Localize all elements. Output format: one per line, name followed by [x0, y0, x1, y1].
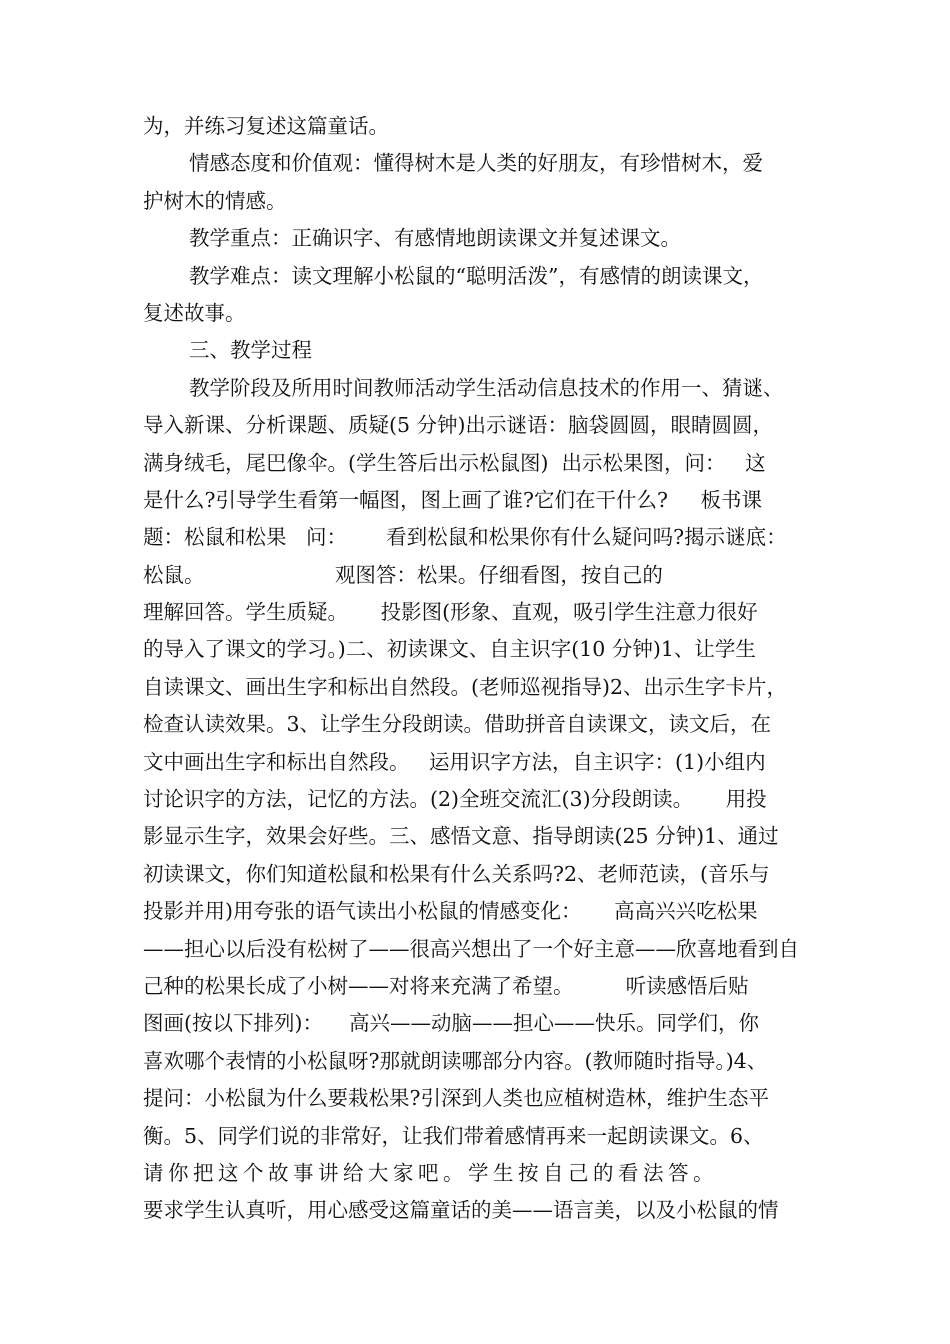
document-body	[143, 108, 863, 1230]
text-line: 情感态度和价值观：懂得树木是人类的好朋友，有珍惜树木，爱	[189, 151, 763, 176]
text-line: ——担心以后没有松树了——很高兴想出了一个好主意——欣喜地看到自	[143, 936, 799, 961]
text-line: 投影并用)用夸张的语气读出小松鼠的情感变化： 高高兴兴吃松果	[143, 899, 758, 924]
text-line: 讨论识字的方法，记忆的方法。(2)全班交流汇(3)分段朗读。 用投	[143, 787, 767, 812]
text-line: 己种的松果长成了小树——对将来充满了希望。 听读感悟后贴	[143, 973, 749, 998]
text-line: 文中画出生字和标出自然段。 运用识字方法，自主识字：(1)小组内	[143, 749, 766, 774]
text-line: 为，并练习复述这篇童话。	[143, 114, 389, 138]
text-line: 教学难点：读文理解小松鼠的“聪明活泼”，有感情的朗读课文，	[189, 263, 764, 288]
text-line: 初读课文，你们知道松鼠和松果有什么关系吗?2、老师范读，(音乐与	[143, 861, 770, 886]
text-line: 护树木的情感。	[143, 188, 287, 213]
text-line: 要求学生认真听，用心感受这篇童话的美——语言美，以及小松鼠的情	[143, 1198, 779, 1223]
text-line: 影显示生字，效果会好些。三、感悟文意、指导朗读(25 分钟)1、通过	[143, 824, 779, 849]
text-line: 理解回答。学生质疑。 投影图(形象、直观，吸引学生注意力很好	[143, 600, 758, 625]
text-line: 喜欢哪个表情的小松鼠呀?那就朗读哪部分内容。(教师随时指导。)4、	[143, 1048, 768, 1073]
text-line: 的导入了课文的学习。)二、初读课文、自主识字(10 分钟)1、让学生	[143, 637, 756, 662]
text-line: 图画(按以下排列)： 高兴——动脑——担心——快乐。同学们，你	[143, 1011, 760, 1036]
text-line: 松鼠。 观图答：松果。仔细看图，按自己的	[143, 562, 663, 587]
text-line: 导入新课、分析课题、质疑(5 分钟)出示谜语：脑袋圆圆，眼睛圆圆，	[143, 413, 774, 438]
text-line: 自读课文、画出生字和标出自然段。(老师巡视指导)2、出示生字卡片，	[143, 674, 788, 699]
text-line: 检查认读效果。3、让学生分段朗读。借助拼音自读课文，读文后，在	[143, 712, 772, 737]
text-line: 满身绒毛，尾巴像伞。(学生答后出示松鼠图) 出示松果图，问： 这	[143, 450, 766, 475]
text-line: 请你把这个故事讲给大家吧。学生按自己的看法答。	[143, 1160, 718, 1185]
section-heading: 三、教学过程	[189, 338, 312, 363]
text-line: 是什么?引导学生看第一幅图，图上画了谁?它们在干什么? 板书课	[143, 487, 763, 512]
text-line: 提问：小松鼠为什么要栽松果?引深到人类也应植树造林，维护生态平	[143, 1086, 769, 1111]
text-line: 衡。5、同学们说的非常好，让我们带着感情再来一起朗读课文。6、	[143, 1123, 764, 1148]
text-line: 复述故事。	[143, 300, 246, 325]
text-line: 教学阶段及所用时间教师活动学生活动信息技术的作用一、猜谜、	[189, 375, 784, 400]
text-line: 教学重点：正确识字、有感情地朗读课文并复述课文。	[189, 226, 681, 251]
text-line: 题：松鼠和松果 问： 看到松鼠和松果你有什么疑问吗?揭示谜底：	[143, 525, 787, 550]
